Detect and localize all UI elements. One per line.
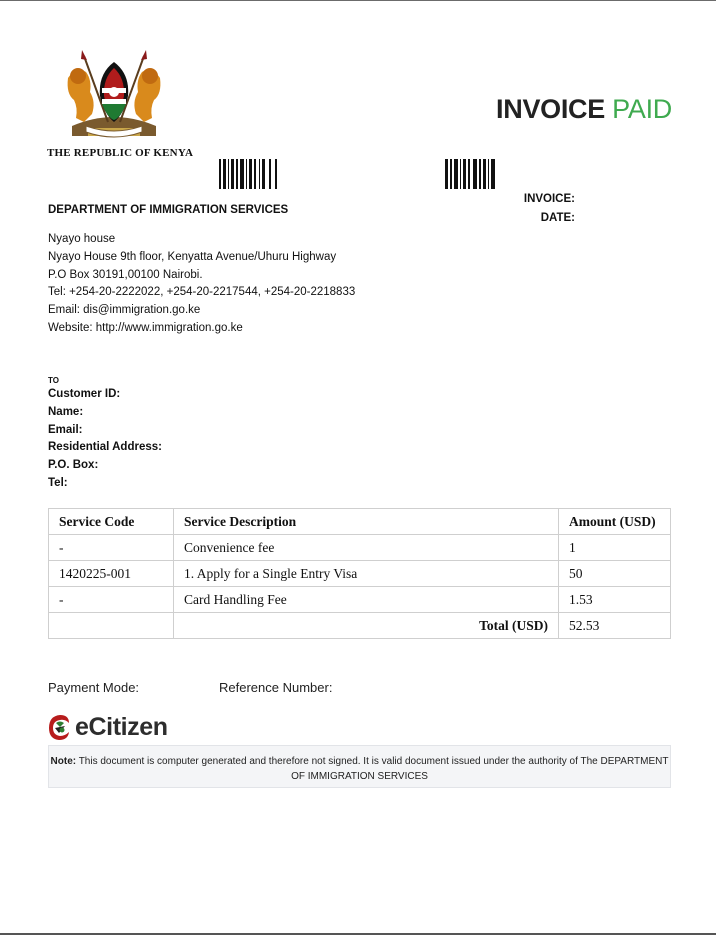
department-address	[48, 231, 355, 338]
service-code-cell: -	[49, 535, 174, 561]
address-line: Nyayo House 9th floor, Kenyatta Avenue/Uhuru Highway	[48, 250, 337, 263]
service-description-cell: 1. Apply for a Single Entry Visa	[174, 561, 559, 587]
invoice-title	[496, 94, 672, 125]
customer-tel-label: Tel:	[48, 476, 68, 489]
total-value: 52.53	[559, 613, 671, 639]
table-header-row	[49, 509, 671, 535]
amount-cell: 1.53	[559, 587, 671, 613]
top-border	[0, 0, 716, 1]
service-code-cell: 1420225-001	[49, 561, 174, 587]
invoice-date-label: DATE:	[540, 212, 575, 224]
amount-cell: 1	[559, 535, 671, 561]
address-line: Email: dis@immigration.go.ke	[48, 304, 201, 317]
empty-cell	[49, 613, 174, 639]
service-code-cell: -	[49, 587, 174, 613]
total-row	[49, 613, 671, 639]
address-line: Nyayo house	[48, 233, 116, 245]
customer-address-label: Residential Address:	[48, 441, 162, 454]
barcode-icon	[445, 159, 497, 189]
status-badge: PAID	[612, 94, 672, 124]
customer-id-label: Customer ID:	[48, 388, 121, 400]
address-line: Tel: +254-20-2222022, +254-20-2217544, +254-20-2218833	[48, 286, 356, 299]
invoice-word: INVOICE	[496, 94, 605, 124]
kenya-coat-of-arms-icon	[62, 48, 166, 144]
customer-pobox-label: P.O. Box:	[48, 459, 99, 472]
ecitizen-logo	[47, 712, 168, 742]
reference-number-label: Reference Number:	[219, 680, 333, 695]
customer-email-label: Email:	[48, 423, 83, 436]
service-description-cell: Convenience fee	[174, 535, 559, 561]
column-header: Service Description	[174, 509, 559, 535]
customer-name-label: Name:	[48, 405, 84, 418]
column-header: Amount (USD)	[559, 509, 671, 535]
to-label: TO	[48, 376, 59, 385]
republic-of-kenya-label: THE REPUBLIC OF KENYA	[47, 147, 194, 159]
ecitizen-logo-text: eCitizen	[75, 712, 168, 741]
customer-block	[48, 376, 162, 493]
note-box	[48, 745, 671, 788]
table-row	[49, 561, 671, 587]
note-text: This document is computer generated and therefore not signed. It is valid document issued under the authority of The DEPARTMENT OF IMMIGRATION SERVICES	[76, 756, 669, 782]
table-row	[49, 535, 671, 561]
barcode-icon	[219, 159, 279, 189]
total-label: Total (USD)	[174, 613, 559, 639]
invoice-meta	[524, 190, 575, 228]
service-description-cell: Card Handling Fee	[174, 587, 559, 613]
table-row	[49, 587, 671, 613]
note-label: Note:	[50, 756, 77, 767]
payment-mode-label: Payment Mode:	[48, 680, 140, 695]
department-name: DEPARTMENT OF IMMIGRATION SERVICES	[48, 204, 289, 216]
address-line: P.O Box 30191,00100 Nairobi.	[48, 268, 203, 281]
services-table	[48, 508, 671, 639]
address-line: Website: http://www.immigration.go.ke	[48, 321, 243, 334]
invoice-number-label: INVOICE:	[523, 193, 575, 205]
amount-cell: 50	[559, 561, 671, 587]
column-header: Service Code	[49, 509, 174, 535]
ecitizen-emblem-icon	[47, 713, 73, 741]
